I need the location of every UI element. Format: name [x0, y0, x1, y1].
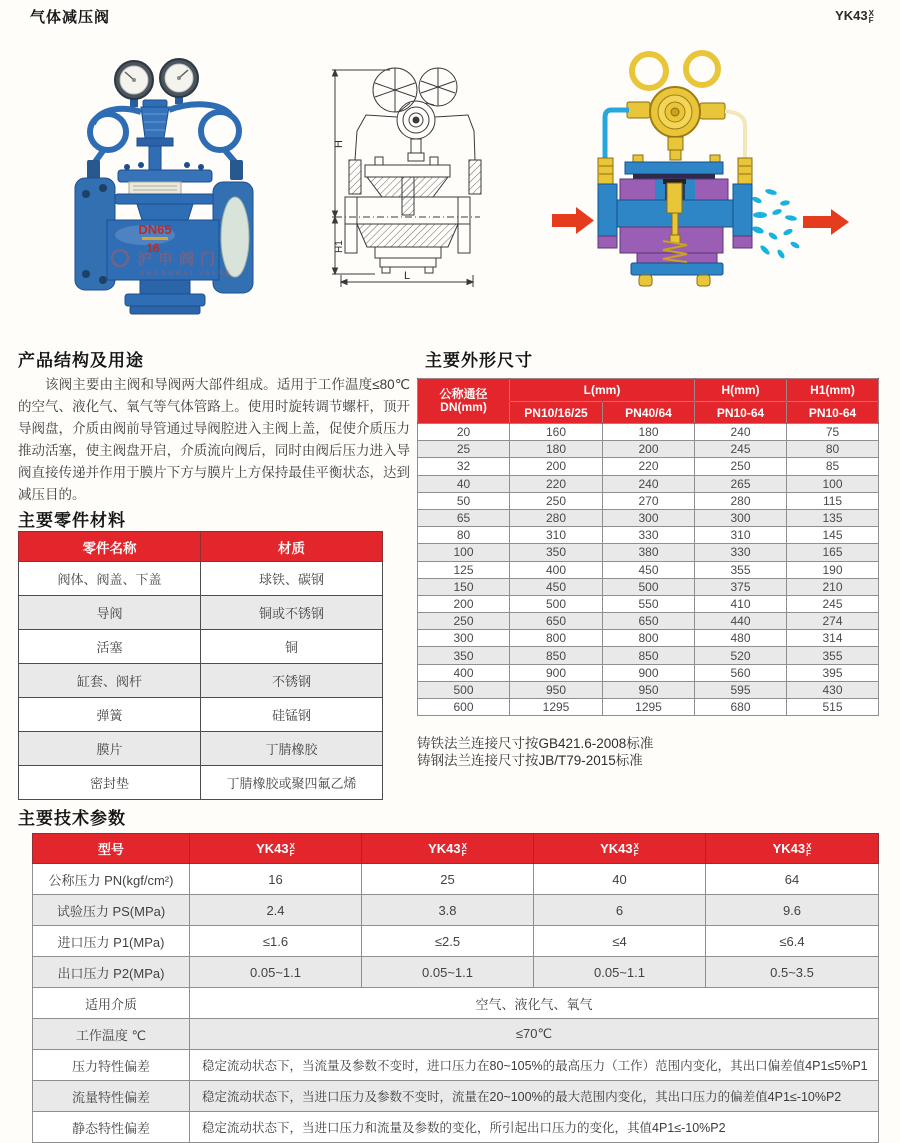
table-cell: 20 [418, 424, 510, 441]
table-cell: 500 [510, 595, 603, 612]
valve-drawing [330, 53, 500, 293]
table-cell: 200 [418, 595, 510, 612]
table-cell: 铜 [201, 630, 383, 664]
dim-header-h1-sub: PN10-64 [787, 402, 879, 424]
table-row [418, 492, 879, 509]
outlet-spray [751, 188, 800, 259]
table-cell: 210 [787, 578, 879, 595]
table-cell: 240 [603, 475, 695, 492]
table-cell: 100 [418, 544, 510, 561]
table-cell: 220 [510, 475, 603, 492]
dim-header-l: L(mm) [510, 379, 695, 402]
table-cell: 300 [603, 509, 695, 526]
drawing-pilot [397, 101, 435, 161]
flange-note-cast-iron: 铸铁法兰连接尺寸按GB421.6-2008标准 [417, 736, 654, 751]
table-cell: 弹簧 [19, 698, 201, 732]
tube-fitting-left [87, 160, 100, 180]
svg-text:16: 16 [146, 241, 160, 255]
table-cell: 560 [695, 664, 787, 681]
table-cell: 25 [418, 441, 510, 458]
table-row [19, 732, 383, 766]
table-cell: 50 [418, 492, 510, 509]
table-cell: 膜片 [19, 732, 201, 766]
table-cell: 950 [603, 681, 695, 698]
table-cell: 355 [695, 561, 787, 578]
table-cell: 丁腈橡胶或聚四氟乙烯 [201, 766, 383, 800]
section-heading-parameters: 主要技术参数 [18, 809, 126, 828]
table-cell: 250 [695, 458, 787, 475]
table-cell: 650 [603, 613, 695, 630]
table-row [418, 561, 879, 578]
table-row [418, 424, 879, 441]
table-cell: 650 [510, 613, 603, 630]
table-cell: 32 [418, 458, 510, 475]
param-header-yk43-4: YK43 X F [706, 834, 879, 864]
table-row [19, 698, 383, 732]
table-cell: 铜或不锈钢 [201, 596, 383, 630]
materials-col-material: 材质 [201, 532, 383, 562]
table-cell: 375 [695, 578, 787, 595]
section-heading-materials: 主要零件材料 [18, 511, 126, 530]
drawing-gauges [373, 68, 457, 112]
svg-text:SHANGHAI VALVE: SHANGHAI VALVE [140, 270, 233, 277]
pilot-tube-blue [605, 110, 629, 160]
table-row [418, 475, 879, 492]
table-cell: 150 [418, 578, 510, 595]
table-cell: 135 [787, 509, 879, 526]
dim-label-h: H [333, 140, 345, 148]
table-cell: 350 [418, 647, 510, 664]
table-cell: 850 [603, 647, 695, 664]
param-row-outlet-pressure: 出口压力 P2(MPa) 0.05~1.1 0.05~1.1 0.05~1.1 0.5~3.5 [33, 957, 879, 988]
structure-paragraph: 该阀主要由主阀和导阀两大部件组成。适用于工作温度≤80℃的空气、液化气、氧气等气体管路上。使用时旋转调节螺杆，顶开导阀盘，介质由阀前导管通过导阀腔进入主阀上盖，促使介质压力推动活塞，使主阀盘开启，介质流向阀后，同时由阀后压力进入导阀直接传递并作用于膜片下方与膜片上方保持最佳平衡状态，达到减压目的。 [18, 377, 410, 502]
svg-text:DN65: DN65 [138, 222, 172, 237]
table-cell: 480 [695, 630, 787, 647]
table-cell: 800 [510, 630, 603, 647]
table-cell: 550 [603, 595, 695, 612]
page-title: 气体减压阀 [30, 9, 111, 26]
table-cell: 520 [695, 647, 787, 664]
dim-header-l-sub1: PN10/16/25 [510, 402, 603, 424]
table-row [19, 766, 383, 800]
table-cell: 310 [695, 527, 787, 544]
table-cell: 145 [787, 527, 879, 544]
table-cell: 515 [787, 699, 879, 716]
param-header-yk43-3: YK43 X F [534, 834, 706, 864]
model-xf-stack: X F [868, 9, 874, 25]
table-cell: 395 [787, 664, 879, 681]
table-cell: 440 [695, 613, 787, 630]
param-row-media: 适用介质 空气、液化气、氧气 [33, 988, 879, 1019]
param-row-inlet-pressure: 进口压力 P1(MPa) ≤1.6 ≤2.5 ≤4 ≤6.4 [33, 926, 879, 957]
table-cell: 330 [603, 527, 695, 544]
table-cell: 100 [787, 475, 879, 492]
param-row-test-pressure: 试验压力 PS(MPa) 2.4 3.8 6 9.6 [33, 895, 879, 926]
table-cell: 450 [603, 561, 695, 578]
table-cell: 355 [787, 647, 879, 664]
model-code [835, 8, 874, 24]
table-cell: 180 [603, 424, 695, 441]
table-cell: 270 [603, 492, 695, 509]
table-cell: 125 [418, 561, 510, 578]
table-row [418, 699, 879, 716]
table-cell: 900 [510, 664, 603, 681]
table-cell: 500 [418, 681, 510, 698]
table-cell: 阀体、阀盖、下盖 [19, 562, 201, 596]
tube-fitting-right [230, 160, 243, 180]
table-cell: 600 [418, 699, 510, 716]
table-cell: 硅锰钢 [201, 698, 383, 732]
table-cell: 900 [603, 664, 695, 681]
section-heading-dimensions: 主要外形尺寸 [425, 351, 533, 370]
table-cell: 800 [603, 630, 695, 647]
flange-note-cast-steel: 铸钢法兰连接尺寸按JB/T79-2015标准 [417, 753, 643, 768]
table-cell: 75 [787, 424, 879, 441]
table-cell: 180 [510, 441, 603, 458]
table-row [19, 562, 383, 596]
table-cell: 85 [787, 458, 879, 475]
dim-label-h1: H1 [334, 240, 345, 253]
table-cell: 500 [603, 578, 695, 595]
table-cell: 950 [510, 681, 603, 698]
table-cell: 密封垫 [19, 766, 201, 800]
param-row-nominal-pressure: 公称压力 PN(kgf/cm²) 16 25 40 64 [33, 864, 879, 895]
table-cell: 280 [695, 492, 787, 509]
table-row [418, 509, 879, 526]
dim-header-h: H(mm) [695, 379, 787, 402]
pilot-tube-light [725, 111, 745, 160]
table-row [418, 578, 879, 595]
table-row [418, 544, 879, 561]
pressure-gauge-right [160, 59, 198, 104]
table-cell: 280 [510, 509, 603, 526]
table-cell: 240 [695, 424, 787, 441]
valve-photo [45, 50, 315, 335]
dim-header-h1: H1(mm) [787, 379, 879, 402]
materials-table [18, 531, 383, 800]
dim-header-dn: 公称通径 DN(mm) [418, 379, 510, 424]
param-header-yk43-2: YK43 X F [362, 834, 534, 864]
table-cell: 导阀 [19, 596, 201, 630]
table-cell: 250 [510, 492, 603, 509]
materials-col-part: 零件名称 [19, 532, 201, 562]
table-cell: 220 [603, 458, 695, 475]
cutaway-body [598, 155, 752, 286]
table-cell: 245 [695, 441, 787, 458]
table-cell: 330 [695, 544, 787, 561]
table-cell: 680 [695, 699, 787, 716]
table-cell: 190 [787, 561, 879, 578]
table-cell: 200 [510, 458, 603, 475]
table-row [418, 613, 879, 630]
table-cell: 丁腈橡胶 [201, 732, 383, 766]
table-row [418, 681, 879, 698]
table-cell: 1295 [510, 699, 603, 716]
table-cell: 400 [510, 561, 603, 578]
param-row-flow-deviation: 流量特性偏差 稳定流动状态下，当进口压力及参数不变时，流量在20~100%的最大范围内变化，其出口压力的偏差值4P1≤-10%P2 [33, 1081, 879, 1112]
table-cell: 80 [418, 527, 510, 544]
valve-cutaway [545, 40, 875, 310]
model-prefix: YK43 [835, 8, 868, 23]
table-cell: 缸套、阀杆 [19, 664, 201, 698]
param-row-pressure-deviation: 压力特性偏差 稳定流动状态下，当流量及参数不变时，进口压力在80~105%的最高压力（工作）范围内变化，其出口偏差值4P1≤5%P1 [33, 1050, 879, 1081]
svg-text:沪申阀门: 沪申阀门 [137, 251, 222, 268]
param-header-yk43-1: YK43 X F [190, 834, 362, 864]
table-cell: 245 [787, 595, 879, 612]
cutaway-pilot [627, 53, 725, 160]
table-cell: 350 [510, 544, 603, 561]
table-cell: 不锈钢 [201, 664, 383, 698]
dim-label-l: L [404, 270, 411, 282]
table-row [418, 647, 879, 664]
table-row [19, 664, 383, 698]
dim-header-h-sub: PN10-64 [695, 402, 787, 424]
flange-notes [417, 735, 653, 769]
pilot-valve [137, 100, 173, 172]
table-cell: 1295 [603, 699, 695, 716]
table-cell: 410 [695, 595, 787, 612]
table-cell: 80 [787, 441, 879, 458]
table-cell: 400 [418, 664, 510, 681]
table-cell: 160 [510, 424, 603, 441]
table-cell: 活塞 [19, 630, 201, 664]
table-cell: 200 [603, 441, 695, 458]
dim-header-l-sub2: PN40/64 [603, 402, 695, 424]
table-row [19, 596, 383, 630]
param-row-working-temp: 工作温度 ℃ ≤70℃ [33, 1019, 879, 1050]
section-heading-structure: 产品结构及用途 [18, 351, 144, 370]
param-header-model: 型号 [33, 834, 190, 864]
table-cell: 380 [603, 544, 695, 561]
table-cell: 450 [510, 578, 603, 595]
param-row-static-deviation: 静态特性偏差 稳定流动状态下，当进口压力和流量及参数的变化，所引起出口压力的变化，其值4P1≤-10%P2 [33, 1112, 879, 1143]
table-row [418, 664, 879, 681]
parameters-table [32, 833, 879, 1143]
table-cell: 250 [418, 613, 510, 630]
inlet-arrow [552, 207, 594, 234]
table-row [418, 441, 879, 458]
outlet-arrow [803, 209, 849, 235]
table-cell: 300 [418, 630, 510, 647]
table-cell: 165 [787, 544, 879, 561]
table-cell: 265 [695, 475, 787, 492]
table-row [418, 595, 879, 612]
table-cell: 310 [510, 527, 603, 544]
table-cell: 314 [787, 630, 879, 647]
table-cell: 115 [787, 492, 879, 509]
table-row [418, 527, 879, 544]
table-row [418, 630, 879, 647]
table-cell: 40 [418, 475, 510, 492]
table-cell: 65 [418, 509, 510, 526]
table-cell: 595 [695, 681, 787, 698]
table-cell: 274 [787, 613, 879, 630]
table-cell: 430 [787, 681, 879, 698]
table-row [418, 458, 879, 475]
table-row [19, 630, 383, 664]
table-cell: 球铁、碳钢 [201, 562, 383, 596]
table-cell: 850 [510, 647, 603, 664]
table-cell: 300 [695, 509, 787, 526]
dimensions-table [417, 378, 879, 716]
